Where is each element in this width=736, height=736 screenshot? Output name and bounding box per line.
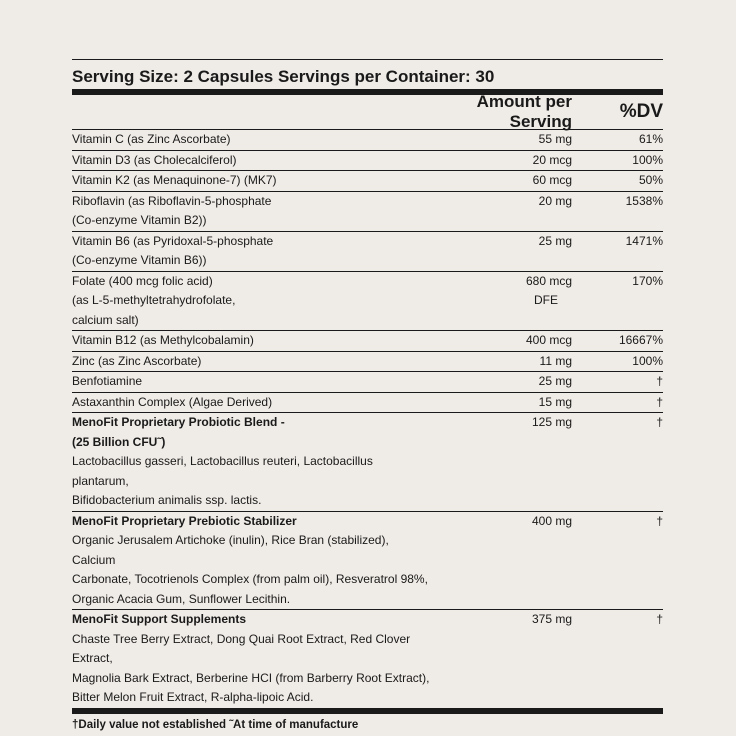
nutrient-name-line: Vitamin B12 (as Methylcobalamin)	[72, 333, 254, 347]
nutrient-dv: 1471%	[625, 233, 663, 248]
nutrient-dv: 100%	[632, 152, 663, 167]
nutrient-name-bold-line: MenoFit Proprietary Prebiotic Stabilizer	[72, 513, 297, 528]
nutrient-name-line: Bifidobacterium animalis ssp. lactis.	[72, 493, 262, 507]
nutrient-name	[72, 331, 432, 351]
nutrient-row	[72, 151, 663, 172]
nutrient-amount	[432, 393, 572, 413]
nutrient-name	[72, 151, 432, 171]
nutrient-name	[72, 512, 432, 610]
nutrient-row	[72, 192, 663, 232]
nutrient-name-line: Organic Jerusalem Artichoke (inulin), Rice Bran (stabilized), Calcium	[72, 533, 389, 567]
nutrient-amount-value: 25 mg	[538, 233, 572, 248]
nutrient-name-bold-line: MenoFit Support Supplements	[72, 612, 246, 626]
nutrient-row	[72, 352, 663, 373]
nutrient-row	[72, 171, 663, 192]
nutrient-amount	[432, 512, 572, 610]
nutrient-amount	[432, 610, 572, 708]
supplement-facts-panel	[72, 59, 663, 731]
dv-header: %DV	[619, 101, 663, 122]
nutrient-name	[72, 610, 432, 708]
nutrient-row	[72, 413, 663, 512]
nutrient-amount	[432, 331, 572, 351]
nutrient-name-line: (Co-enzyme Vitamin B6))	[72, 253, 207, 267]
nutrient-amount-value: 11 mg	[539, 353, 572, 368]
nutrient-name-line: Lactobacillus gasseri, Lactobacillus reuteri, Lactobacillus plantarum,	[72, 454, 373, 488]
nutrient-dv: 50%	[638, 173, 663, 187]
amount-per-serving-header: Amount per Serving	[476, 92, 572, 131]
nutrient-name-line: (as L-5-methyltetrahydrofolate,	[72, 293, 236, 307]
nutrient-name	[72, 413, 432, 511]
nutrient-dv: 61%	[638, 132, 663, 146]
nutrient-name-line: Zinc (as Zinc Ascorbate)	[72, 353, 202, 368]
nutrient-name-line: Organic Acacia Gum, Sunflower Lecithin.	[72, 591, 291, 606]
nutrient-dv: †	[656, 394, 663, 409]
nutrient-name-line: Benfotiamine	[72, 374, 143, 388]
nutrient-dv: †	[656, 612, 663, 626]
nutrient-name-line: Vitamin B6 (as Pyridoxal-5-phosphate	[72, 233, 274, 248]
nutrient-amount	[432, 171, 572, 191]
nutrient-amount-value: 125 mg	[531, 415, 572, 429]
nutrient-row	[72, 331, 663, 352]
nutrient-name-line: Carbonate, Tocotrienols Complex (from palm oil), Resveratrol 98%,	[72, 572, 428, 586]
nutrient-name-line: (Co-enzyme Vitamin B2))	[72, 213, 207, 227]
nutrient-name-line: Vitamin D3 (as Cholecalciferol)	[72, 152, 237, 167]
nutrient-name	[72, 352, 432, 372]
nutrient-row	[72, 130, 663, 151]
nutrient-amount	[432, 151, 572, 171]
nutrient-row	[72, 372, 663, 393]
nutrient-name-bold-line: MenoFit Proprietary Probiotic Blend -	[72, 415, 285, 429]
nutrient-name-bold-line: (25 Billion CFU˜)	[72, 434, 166, 449]
nutrient-rows	[72, 130, 663, 708]
nutrient-name	[72, 171, 432, 191]
nutrient-amount-value: 400 mg	[531, 513, 572, 528]
nutrient-row	[72, 610, 663, 708]
nutrient-amount	[432, 272, 572, 331]
nutrient-amount	[432, 130, 572, 150]
nutrient-amount	[432, 192, 572, 231]
nutrient-amount	[432, 413, 572, 511]
nutrient-dv: 170%	[632, 273, 663, 288]
nutrient-row	[72, 272, 663, 332]
nutrient-dv: †	[656, 513, 663, 528]
nutrient-name	[72, 130, 432, 150]
nutrient-dv: †	[656, 374, 663, 388]
nutrient-amount-value: 15 mg	[538, 394, 572, 409]
nutrient-amount-value: 20 mcg	[532, 152, 572, 167]
nutrient-amount	[432, 372, 572, 392]
nutrient-name-line: Bitter Melon Fruit Extract, R-alpha-lipoic Acid.	[72, 690, 314, 704]
thick-rule-bottom	[72, 708, 663, 714]
nutrient-name	[72, 232, 432, 271]
nutrient-name-line: calcium salt)	[72, 312, 139, 327]
nutrient-name-line: Vitamin C (as Zinc Ascorbate)	[72, 132, 231, 146]
serving-size-line: Serving Size: 2 Capsules Servings per Container: 30	[72, 67, 495, 86]
nutrient-amount-value: 680 mcg	[525, 273, 572, 288]
nutrient-name-line: Magnolia Bark Extract, Berberine HCI (from Barberry Root Extract),	[72, 670, 430, 685]
nutrient-row	[72, 512, 663, 611]
nutrient-name-line: Astaxanthin Complex (Algae Derived)	[72, 394, 273, 409]
nutrient-name-line: Riboflavin (as Riboflavin-5-phosphate	[72, 193, 272, 208]
nutrient-amount-value: 400 mcg	[525, 333, 572, 347]
nutrient-name-line: Vitamin K2 (as Menaquinone-7) (MK7)	[72, 173, 277, 187]
nutrient-row	[72, 393, 663, 414]
nutrient-amount	[432, 232, 572, 271]
nutrient-dv: 100%	[632, 353, 663, 368]
nutrient-amount-value: 375 mg	[531, 612, 572, 626]
footnote: †Daily value not established ˜At time of manufacture	[72, 718, 359, 731]
nutrient-row	[72, 232, 663, 272]
nutrient-amount-unit: DFE	[534, 293, 558, 307]
nutrient-name-line: Folate (400 mcg folic acid)	[72, 273, 213, 288]
nutrient-dv: 1538%	[625, 193, 663, 208]
column-header-row	[72, 92, 663, 131]
nutrient-name	[72, 192, 432, 231]
nutrient-name-line: Chaste Tree Berry Extract, Dong Quai Root Extract, Red Clover Extract,	[72, 631, 411, 665]
nutrient-dv: †	[656, 415, 663, 429]
nutrient-amount-value: 60 mcg	[532, 173, 572, 187]
nutrient-name	[72, 372, 432, 392]
nutrient-amount	[432, 352, 572, 372]
nutrient-amount-value: 25 mg	[538, 374, 572, 388]
nutrient-name	[72, 272, 432, 331]
nutrient-amount-value: 55 mg	[538, 132, 572, 146]
nutrient-dv: 16667%	[618, 333, 663, 347]
nutrient-name	[72, 393, 432, 413]
nutrient-amount-value: 20 mg	[538, 193, 572, 208]
